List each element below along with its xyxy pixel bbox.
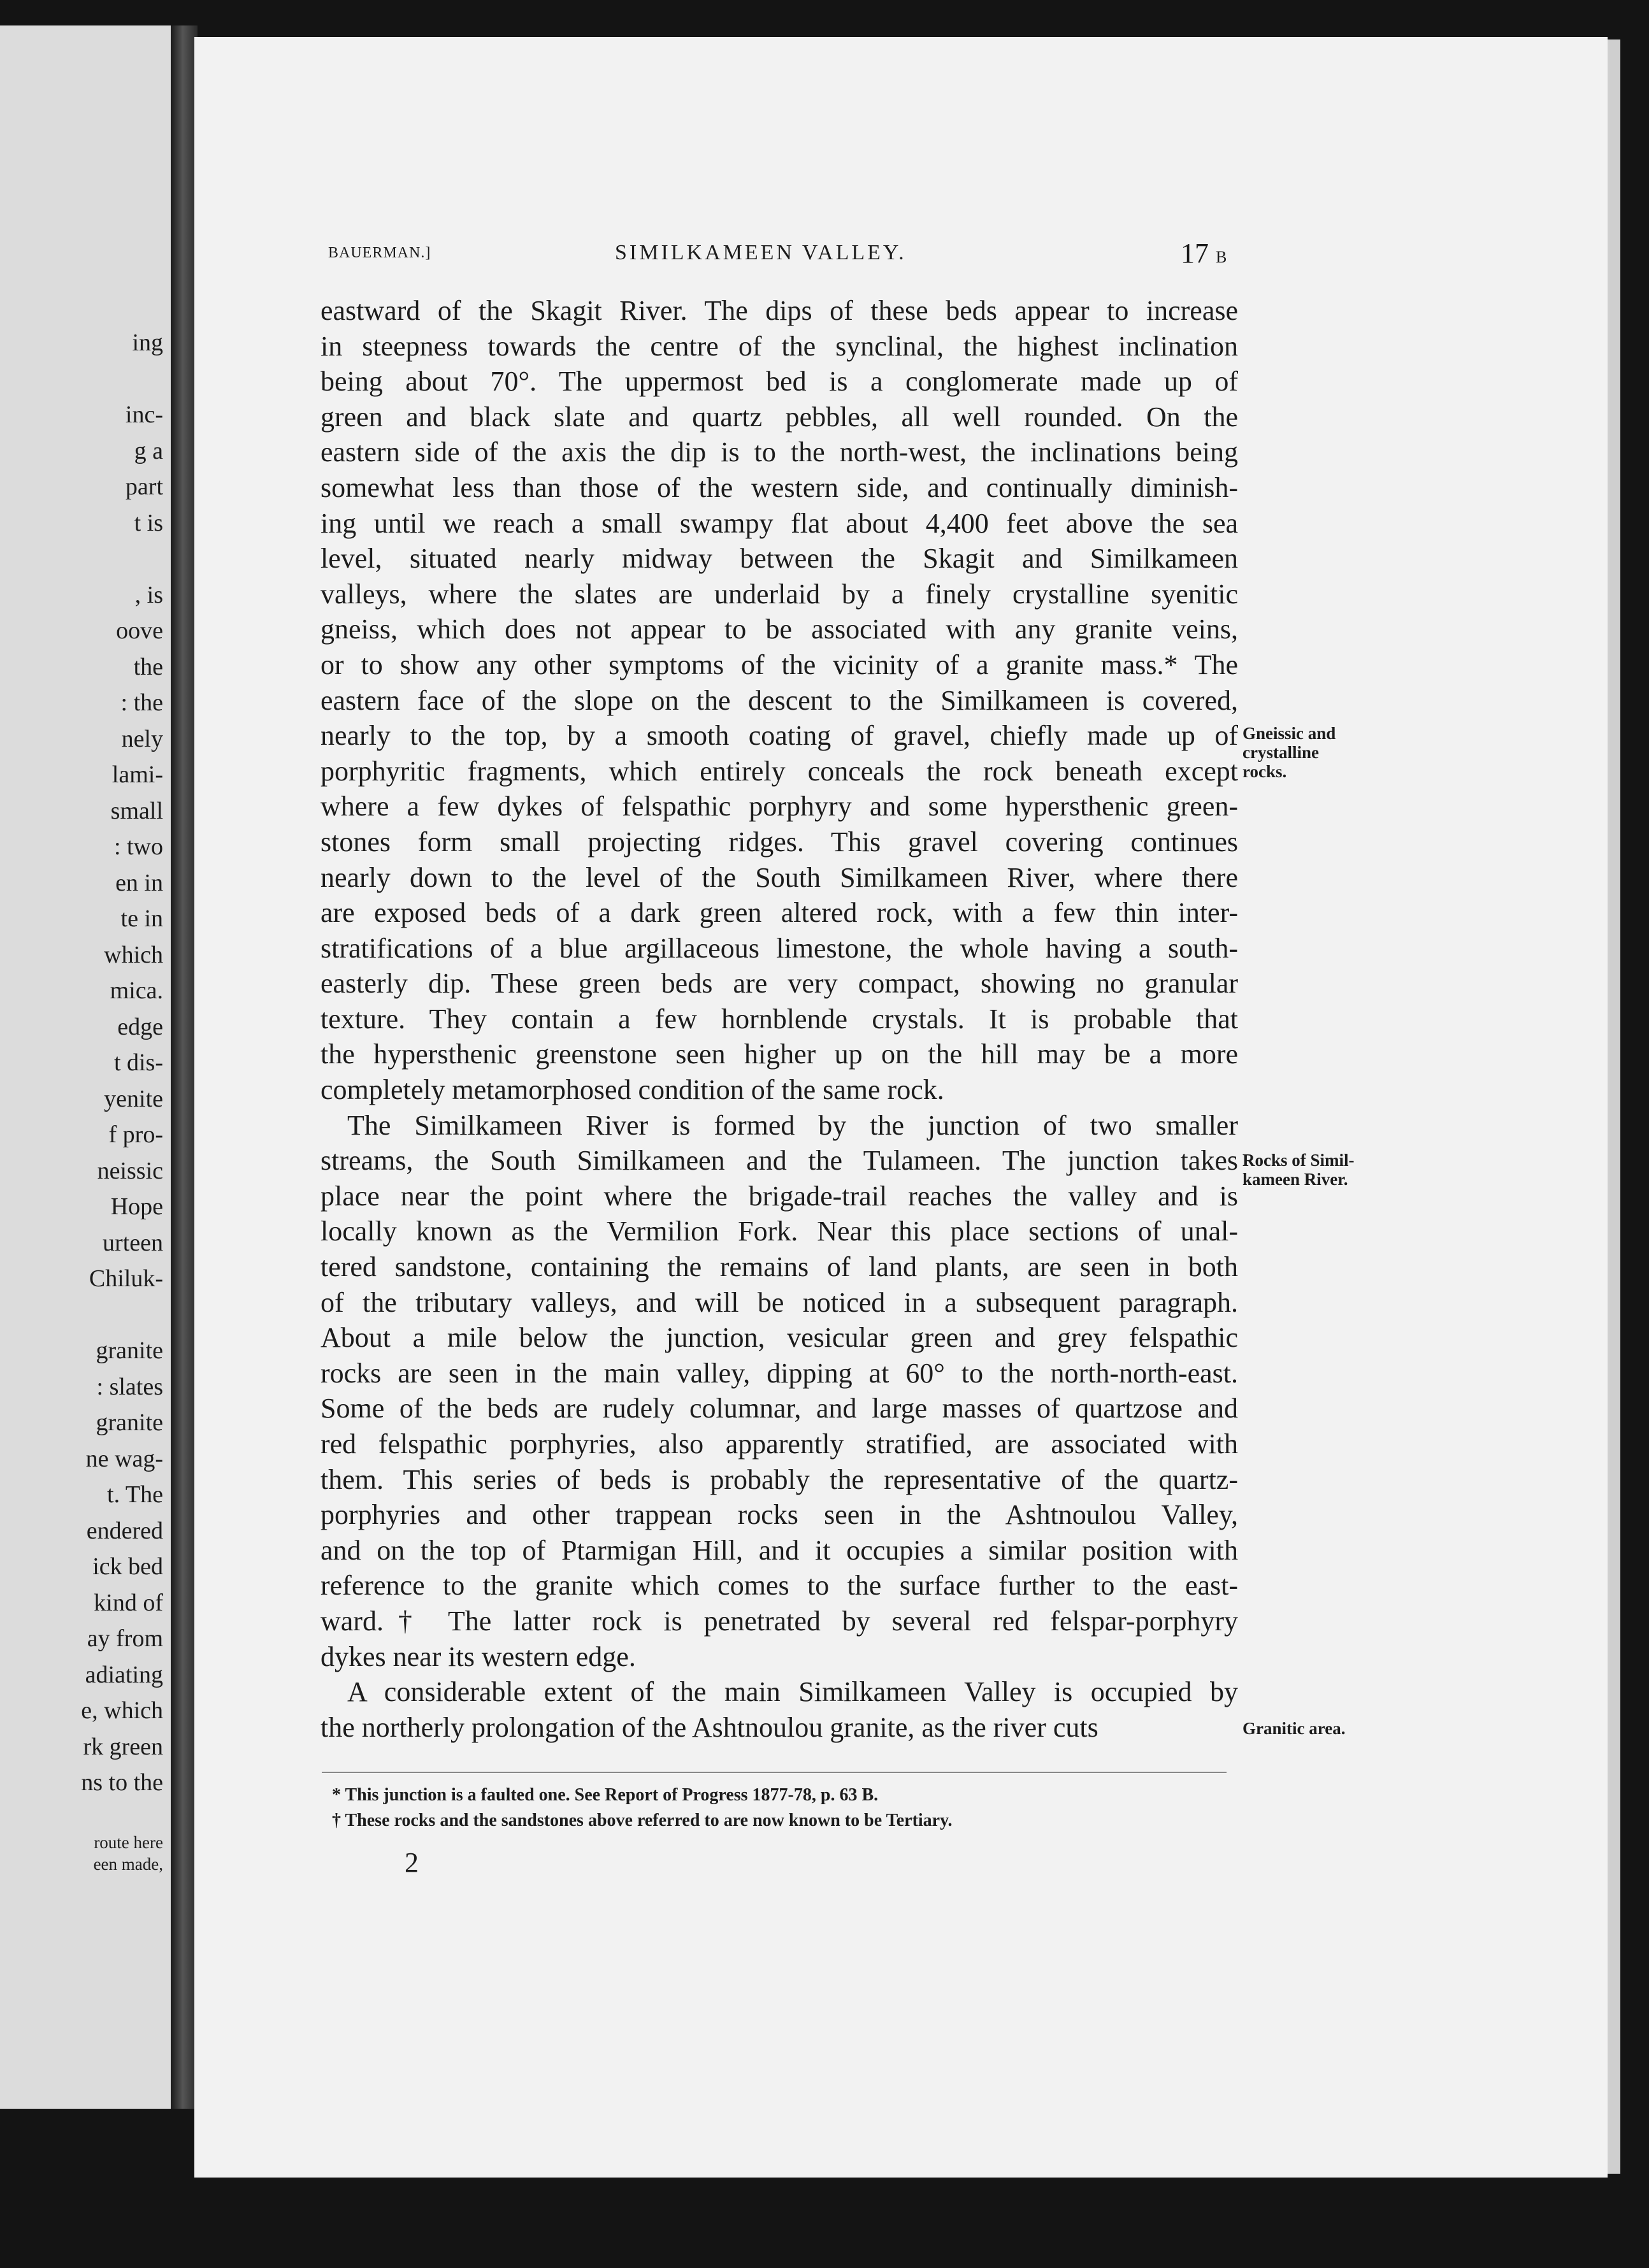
text-line: or to show any other symptoms of the vicinity of a granite mass.* The — [320, 649, 1238, 680]
page — [194, 37, 1608, 2178]
text-line: A considerable extent of the main Similkameen Valley is occupied by — [347, 1676, 1238, 1708]
text-line: porphyritic fragments, which entirely conceals the rock beneath except — [320, 755, 1238, 787]
text-line: them. This series of beds is probably the representative of the quartz- — [320, 1463, 1238, 1495]
facing-line: : two — [113, 833, 163, 860]
facing-line: neissic — [97, 1157, 163, 1184]
facing-line: ing — [132, 329, 163, 356]
facing-line: nely — [121, 725, 163, 752]
text-line: of the tributary valleys, and will be noticed in a subsequent paragraph. — [320, 1286, 1238, 1318]
facing-page-footnote — [94, 1832, 163, 1875]
facing-line: endered — [86, 1517, 163, 1544]
facing-line: Chiluk- — [89, 1265, 163, 1292]
text-line: place near the point where the brigade-trail reaches the valley and is — [320, 1180, 1238, 1212]
text-line: About a mile below the junction, vesicular green and grey felspathic — [320, 1322, 1238, 1354]
text-line: ing until we reach a small swampy flat about 4,400 feet above the sea — [320, 507, 1238, 539]
facing-line — [0, 361, 163, 398]
text-line: streams, the South Similkameen and the Tulameen. The junction takes — [320, 1145, 1238, 1177]
facing-line — [0, 1297, 163, 1333]
facing-line: oove — [116, 617, 163, 644]
footnote-rule — [322, 1772, 1227, 1773]
facing-line: ick bed — [92, 1553, 163, 1580]
text-line: in steepness towards the centre of the synclinal, the highest inclination — [320, 330, 1238, 362]
text-line: The Similkameen River is formed by the junction of two smaller — [347, 1109, 1238, 1141]
facing-line: small — [110, 797, 163, 824]
text-line: easterly dip. These green beds are very compact, showing no granular — [320, 968, 1238, 1000]
page-edge — [1608, 39, 1620, 2174]
text-line: valleys, where the slates are underlaid by a finely crystalline syenitic — [320, 578, 1238, 610]
text-line: green and black slate and quartz pebbles, all well rounded. On the — [320, 401, 1238, 433]
facing-line — [0, 541, 163, 577]
facing-line: en in — [115, 869, 163, 896]
text-line: texture. They contain a few hornblende crystals. It is probable that — [320, 1003, 1238, 1035]
footnote: * This junction is a faulted one. See Report of Progress 1877-78, p. 63 B. — [332, 1785, 879, 1805]
margin-note-rocks — [1242, 1151, 1355, 1189]
text-line: red felspathic porphyries, also apparently stratified, are associated with — [320, 1428, 1238, 1460]
margin-note-gneissic — [1242, 724, 1336, 781]
facing-line: te in — [120, 905, 163, 932]
facing-line: : the — [120, 689, 163, 716]
paragraph — [320, 1108, 1238, 1675]
facing-line: t is — [134, 509, 163, 536]
facing-page — [0, 25, 171, 2109]
facing-line: granite — [96, 1409, 163, 1436]
facing-line: lami- — [112, 761, 163, 788]
margin-note-line: Rocks of Simil- — [1242, 1151, 1355, 1170]
facing-footnote-line: een made, — [93, 1855, 163, 1874]
text-line: Some of the beds are rudely columnar, and large masses of quartzose and — [320, 1393, 1238, 1425]
text-line: being about 70°. The uppermost bed is a conglomerate made up of — [320, 366, 1238, 398]
text-line: nearly to the top, by a smooth coating of gravel, chiefly made up of — [320, 720, 1238, 752]
text-line: eastward of the Skagit River. The dips of these beds appear to increase — [320, 295, 1238, 326]
text-line: tered sandstone, containing the remains of land plants, are seen in both — [320, 1251, 1238, 1283]
text-line: locally known as the Vermilion Fork. Near this place sections of unal- — [320, 1216, 1238, 1247]
facing-line: e, which — [81, 1697, 163, 1724]
facing-line: rk green — [83, 1733, 163, 1760]
page-number: 17 B — [1181, 238, 1228, 269]
facing-line: : slates — [96, 1373, 163, 1400]
header-title: SIMILKAMEEN VALLEY. — [615, 241, 907, 264]
signature-mark: 2 — [405, 1847, 419, 1878]
text-line: eastern side of the axis the dip is to the north-west, the inclinations being — [320, 436, 1238, 468]
facing-line: ay from — [87, 1625, 163, 1652]
facing-footnote-line: route here — [94, 1833, 163, 1852]
facing-line: , is — [134, 581, 163, 608]
facing-line: mica. — [110, 977, 163, 1004]
facing-line: ns to the — [81, 1769, 163, 1796]
text-line: the northerly prolongation of the Ashtnoulou granite, as the river cuts — [320, 1711, 1098, 1743]
text-line: eastern face of the slope on the descent to the Similkameen is covered, — [320, 684, 1238, 716]
text-line: where a few dykes of felspathic porphyry and some hypersthenic green- — [320, 791, 1238, 822]
text-line: completely metamorphosed condition of the same rock. — [320, 1074, 944, 1106]
facing-line: edge — [117, 1013, 163, 1040]
facing-line: adiating — [85, 1661, 163, 1688]
margin-note-line: kameen River. — [1242, 1170, 1348, 1189]
facing-line: yenite — [104, 1085, 163, 1112]
facing-line: kind of — [94, 1589, 163, 1616]
margin-note-line: Gneissic and — [1242, 724, 1336, 743]
facing-line: which — [104, 941, 163, 968]
margin-note-line: Granitic area. — [1242, 1719, 1346, 1738]
text-line: level, situated nearly midway between the Skagit and Similkameen — [320, 543, 1238, 575]
facing-page-text — [0, 325, 163, 1801]
footnotes — [332, 1783, 953, 1834]
text-line: are exposed beds of a dark green altered rock, with a few thin inter- — [320, 897, 1238, 929]
text-line: stones form small projecting ridges. This gravel covering continues — [320, 826, 1238, 858]
footnote: † These rocks and the sandstones above referred to are now known to be Tertiary. — [332, 1811, 953, 1830]
facing-line: f pro- — [108, 1121, 163, 1148]
text-line: the hypersthenic greenstone seen higher up on the hill may be a more — [320, 1038, 1238, 1070]
facing-line: part — [125, 473, 163, 500]
text-line: dykes near its western edge. — [320, 1640, 636, 1672]
paragraph — [320, 1674, 1238, 1745]
facing-line: t dis- — [113, 1049, 163, 1076]
facing-line: t. The — [107, 1481, 163, 1508]
text-line: stratifications of a blue argillaceous limestone, the whole having a south- — [320, 932, 1238, 964]
book-gutter — [171, 25, 198, 2109]
margin-note-line: crystalline — [1242, 743, 1319, 762]
text-line: rocks are seen in the main valley, dipping at 60° to the north-north-east. — [320, 1357, 1238, 1389]
text-line: reference to the granite which comes to the surface further to the east- — [320, 1570, 1238, 1602]
facing-line: ne wag- — [85, 1445, 163, 1472]
paragraph — [320, 293, 1238, 1108]
facing-line: urteen — [103, 1229, 163, 1256]
facing-line: the — [133, 653, 163, 680]
body-text — [320, 293, 1238, 1745]
facing-line: Hope — [110, 1193, 163, 1220]
margin-note-granitic — [1242, 1719, 1345, 1738]
text-line: porphyries and other trappean rocks seen in the Ashtnoulou Valley, — [320, 1499, 1238, 1531]
text-line: and on the top of Ptarmigan Hill, and it occupies a similar position with — [320, 1534, 1238, 1566]
text-line: somewhat less than those of the western side, and continually diminish- — [320, 471, 1238, 503]
header-author: BAUERMAN.] — [328, 245, 431, 261]
text-line: nearly down to the level of the South Similkameen River, where there — [320, 861, 1238, 893]
facing-line: inc- — [125, 401, 163, 428]
text-line: ward.† The latter rock is penetrated by several red felspar-porphyry — [320, 1605, 1238, 1637]
facing-line: g a — [134, 437, 163, 464]
running-header — [194, 238, 1608, 273]
text-line: gneiss, which does not appear to be associated with any granite veins, — [320, 614, 1238, 645]
facing-line: granite — [96, 1337, 163, 1364]
margin-note-line: rocks. — [1242, 762, 1287, 781]
